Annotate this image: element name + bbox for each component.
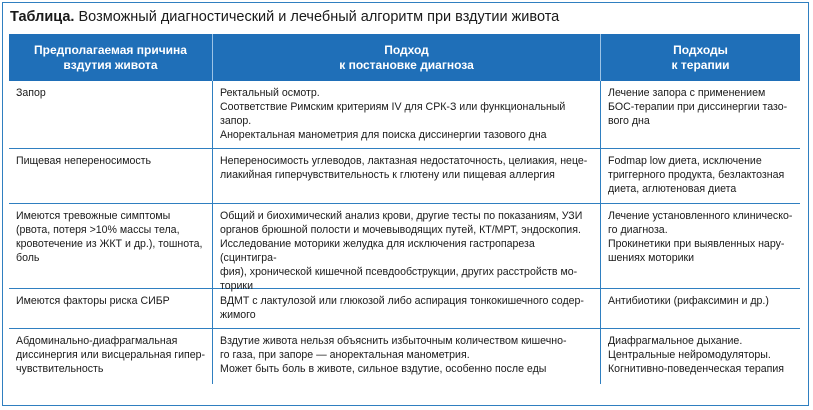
diagnosis-cell: Ректальный осмотр. Соответствие Римским критериям IV для СРК-З или функциональный запор. Аноректальная манометрия для поиска диссинергии тазового дна (212, 81, 600, 148)
table-row (9, 329, 800, 384)
cause-cell: Запор (16, 87, 46, 99)
diagnosis-cell: ВДМТ с лактулозой или глюкозой либо аспирация тонкокишечного содер- жимого (212, 289, 600, 328)
header-therapy (600, 34, 800, 81)
diagnosis-cell: Вздутие живота нельзя объяснить избыточным количеством кишечно- го газа, при запоре — аноректальная манометрия. Может быть боль в животе, сильное вздутие, особенно после еды (212, 329, 600, 384)
table-caption (3, 3, 808, 31)
therapy-cell: Диафрагмальное дыхание. Центральные нейромодуляторы. Когнитивно-поведенческая терапия (600, 329, 800, 384)
header-cause (9, 34, 212, 81)
table-row (9, 81, 800, 149)
caption-label: Таблица. (10, 9, 75, 25)
header-cause-label: Предполагаемая причина вздутия живота (34, 42, 187, 72)
table-frame (2, 2, 809, 406)
therapy-cell: Лечение запора с применением БОС-терапии при диссинергии тазо- вого дна (600, 81, 800, 148)
cause-cell: Имеются факторы риска СИБР (16, 295, 170, 307)
diagnosis-cell: Непереносимость углеводов, лактазная недостаточность, целиакия, неце- лиакийная гиперчувствительность к глютену или пищевая аллергия (212, 149, 600, 203)
header-therapy-label: Подходы к терапии (671, 42, 730, 72)
caption-text: Возможный диагностический и лечебный алгоритм при вздутии живота (78, 9, 560, 25)
therapy-cell: Fodmap low диета, исключение триггерного продукта, безлактозная диета, аглютеновая диета (600, 149, 800, 203)
cause-cell: Имеются тревожные симптомы (рвота, потеря >10% массы тела, кровотечение из ЖКТ и др.), тошнота, боль (16, 210, 203, 264)
table-body (9, 81, 800, 384)
table-row (9, 149, 800, 204)
cause-cell: Абдоминально-диафрагмальная диссинергия или висцеральная гипер- чувствительность (16, 335, 206, 375)
therapy-cell: Лечение установленного клиническо- го диагноза. Прокинетики при выявленных нару- шениях моторики (600, 204, 800, 288)
header-diagnosis-label: Подход к постановке диагноза (339, 42, 474, 72)
therapy-cell: Антибиотики (рифаксимин и др.) (600, 289, 800, 328)
header-diagnosis (212, 34, 600, 81)
cause-cell: Пищевая непереносимость (16, 155, 152, 167)
table-row (9, 204, 800, 292)
table-row (9, 289, 800, 329)
table-header (9, 34, 800, 81)
diagnosis-cell: Общий и биохимический анализ крови, другие тесты по показаниям, УЗИ органов брюшной полости и мочевыводящих путей, КТ/МРТ, эндоскопия. Исследование моторики желудка для исключения гастропареза (сцинтигра- фия), хронической кишечной псевдообструкции, других расстройств мо- торики (212, 204, 600, 288)
